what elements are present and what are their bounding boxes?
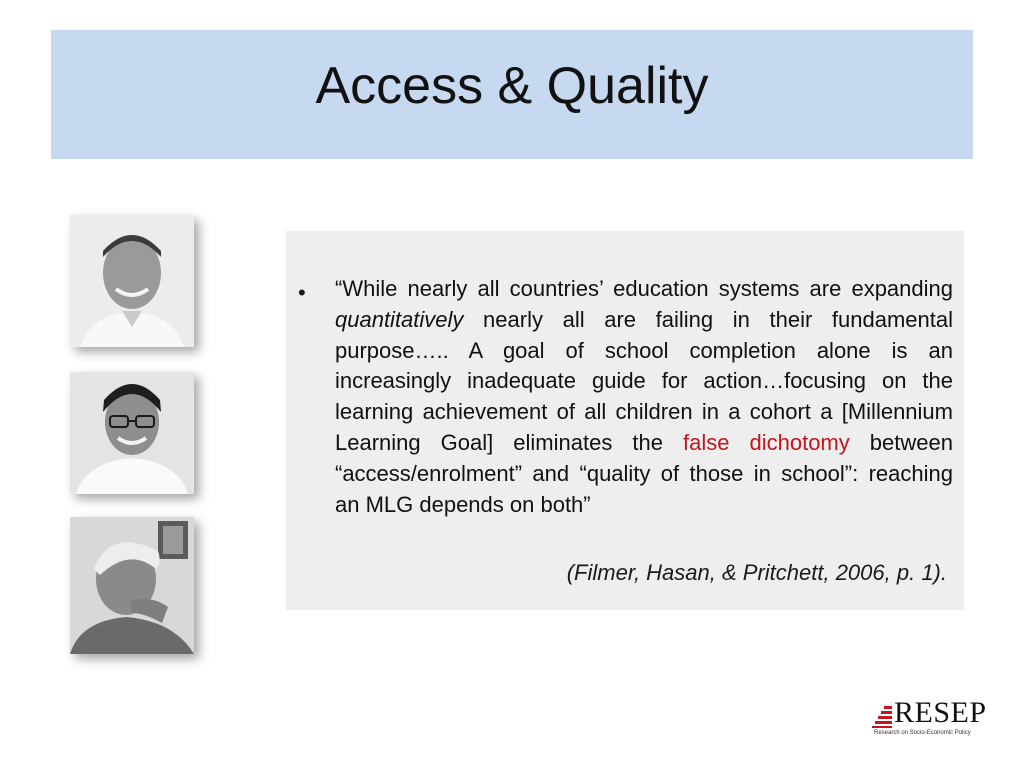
quote-highlight-false-dichotomy: false dichotomy (682, 429, 850, 455)
portrait-man-smiling-icon (70, 215, 194, 347)
quote-italic-quantitatively: quantitatively (335, 306, 464, 332)
quote-citation: (Filmer, Hasan, & Pritchett, 2006, p. 1). (566, 560, 947, 585)
quote-part-2: nearly all are failing in their fundamental purpose….. A goal of school completion alone is an increasingly inadequate guide for action…focusing on the learning achievement of all children in a cohort a [Millennium Learning Goal] eliminates the (335, 306, 953, 455)
slide-title: Access & Quality (315, 57, 709, 115)
quote-text (335, 274, 953, 520)
portrait-photo-1 (70, 215, 194, 347)
portrait-photo-2 (70, 372, 194, 494)
portrait-photo-3 (70, 517, 194, 654)
quote-part-1: “While nearly all countries’ education systems are expanding (335, 276, 953, 301)
portrait-man-glasses-icon (70, 372, 194, 494)
portrait-man-thinking-icon (70, 517, 194, 654)
resep-logo (872, 696, 987, 740)
bullet-marker: • (298, 280, 306, 305)
resep-stairs-icon (872, 704, 894, 728)
logo-tagline: Research on Socio-Economic Policy (874, 730, 971, 736)
logo-wordmark: RESEP (894, 696, 987, 729)
quote-part-3: between “access/enrolment” and “quality of those in school”: reaching an MLG depends on both” (335, 429, 953, 517)
